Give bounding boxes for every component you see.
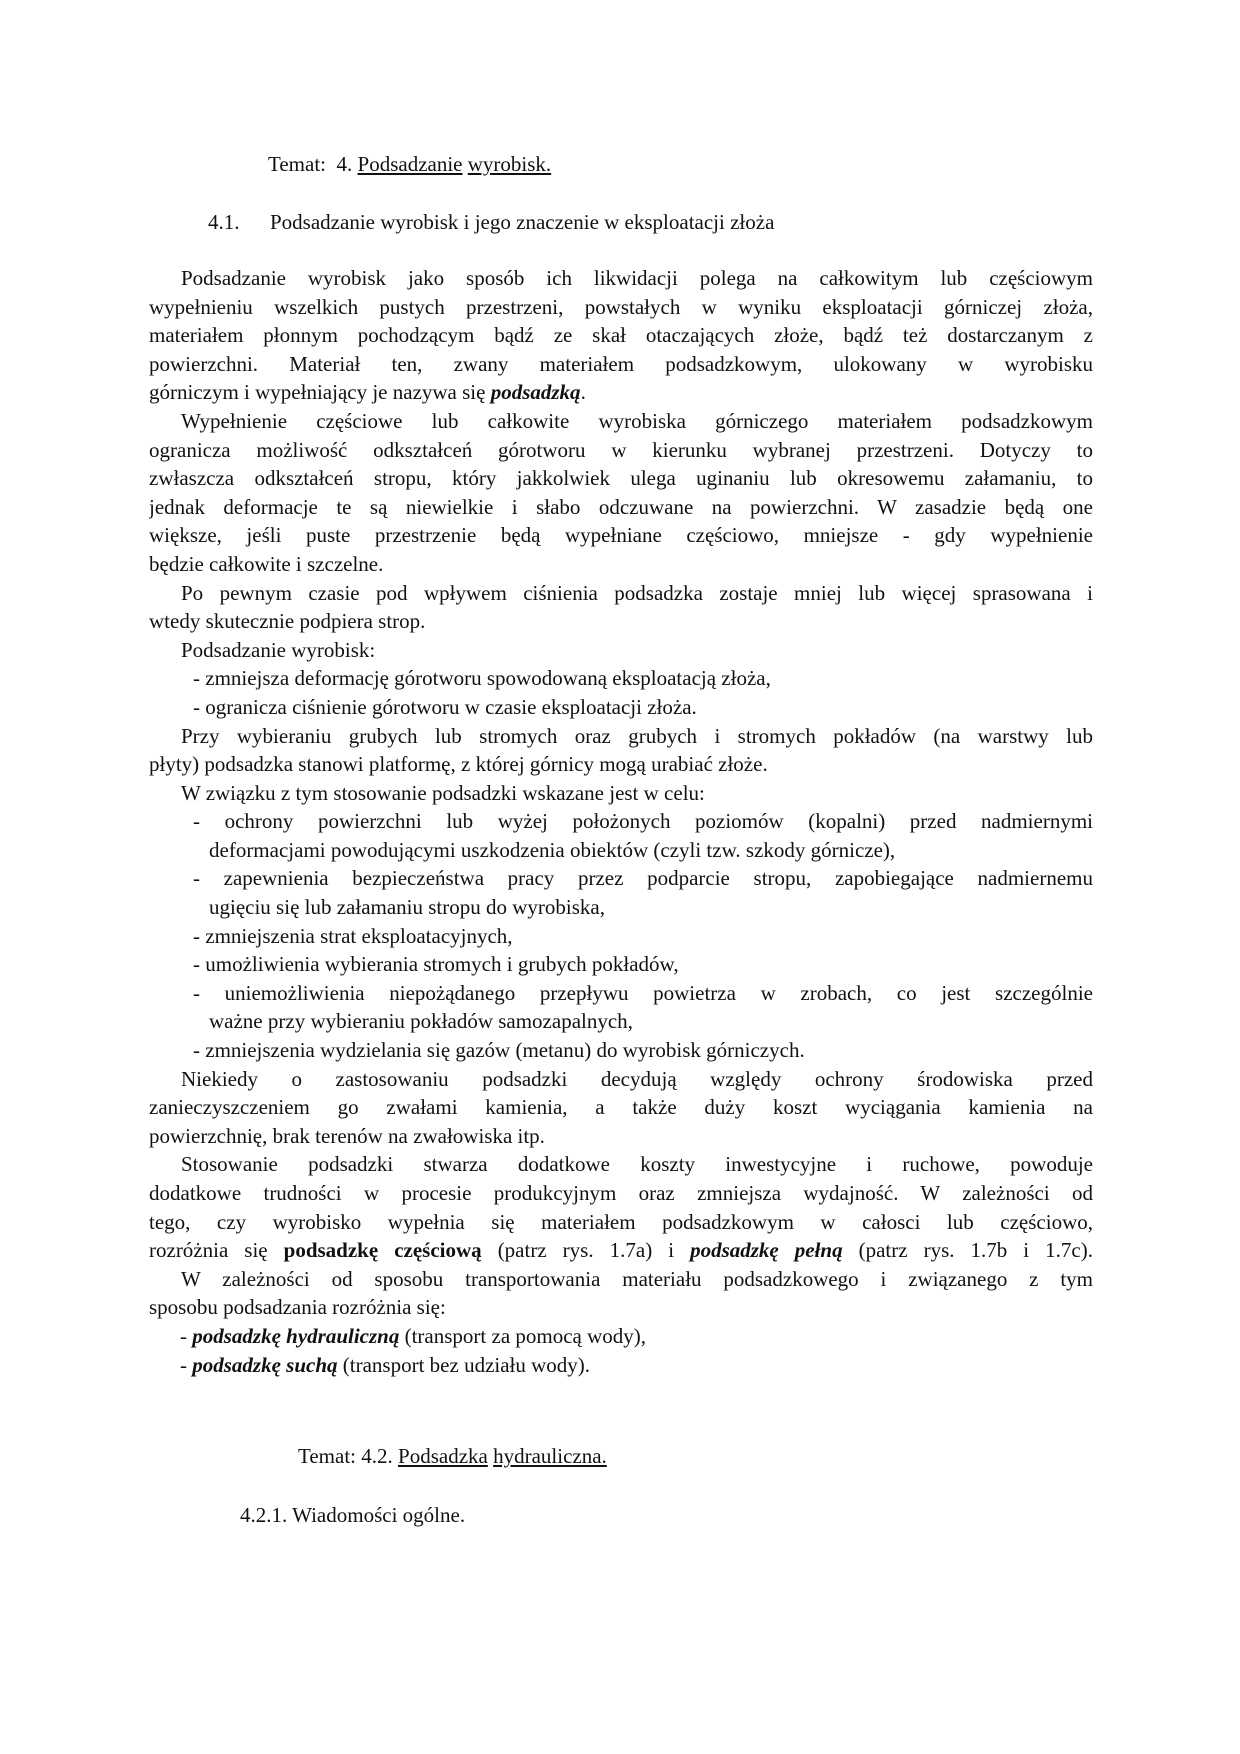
text-line [149, 1179, 1093, 1208]
text-line [149, 693, 1093, 722]
text-line [149, 1065, 1093, 1094]
text-line [149, 1208, 1093, 1237]
section-heading [208, 210, 774, 235]
text-span: - ogranicza ciśnienie górotworu w czasie eksploatacji złoża. [193, 694, 697, 719]
text-span: dodatkowe trudności w procesie produkcyjnym oraz zmniejsza wydajność. W zależności od [149, 1181, 1093, 1205]
text-span: płyty) podsadzka stanowi platformę, z której górnicy mogą urabiać złoże. [149, 752, 768, 777]
text-span: - ochrony powierzchni lub wyżej położonych poziomów (kopalni) przed nadmiernymi [193, 809, 1093, 834]
text-span: (transport bez udziału wody). [337, 1352, 591, 1377]
text-span: górniczym i wypełniający je nazywa się [149, 380, 491, 405]
text-line [149, 264, 1093, 293]
text-line [149, 293, 1093, 322]
text-line [149, 864, 1093, 893]
text-span: - uniemożliwienia niepożądanego przepływu powietrza w zrobach, co jest szczególnie [193, 980, 1093, 1005]
text-span: większe, jeśli puste przestrzenie będą wypełniane częściowo, mniejsze - gdy wypełnienie [149, 523, 1093, 548]
section-number: 4.1. [208, 210, 240, 234]
topic-word-2-2: hydrauliczna. [493, 1444, 607, 1468]
text-span: Podsadzanie wyrobisk: [181, 637, 376, 662]
text-line [149, 350, 1093, 379]
text-span: Niekiedy o zastosowaniu podsadzki decydują względy ochrony środowiska przed [181, 1066, 1093, 1091]
text-line [149, 979, 1093, 1008]
text-span: - [180, 1323, 193, 1348]
text-span: Podsadzanie wyrobisk jako sposób ich likwidacji polega na całkowitym lub częściowym [181, 266, 1093, 290]
text-line [149, 607, 1093, 636]
text-span: ugięciu się lub załamaniu stropu do wyrobiska, [209, 895, 605, 920]
text-line [149, 321, 1093, 350]
text-span: wtedy skutecznie podpiera strop. [149, 609, 426, 634]
text-line [149, 893, 1093, 922]
text-span: sposobu podsadzania rozróżnia się: [149, 1295, 446, 1320]
text-span: Stosowanie podsadzki stwarza dodatkowe koszty inwestycyjne i ruchowe, powoduje [181, 1152, 1093, 1177]
text-span: rozróżnia się [149, 1238, 284, 1263]
text-line [149, 1036, 1093, 1065]
text-span: - zmniejsza deformację górotworu spowodowaną eksploatacją złoża, [193, 666, 771, 691]
emphasized-term: podsadzkę częściową [283, 1238, 482, 1263]
text-span: W zależności od sposobu transportowania materiału podsadzkowego i związanego z tym [181, 1266, 1093, 1291]
text-span: (patrz rys. 1.7b i 1.7c). [842, 1238, 1093, 1263]
text-line [149, 493, 1093, 522]
text-line [149, 807, 1093, 836]
text-line [149, 779, 1093, 808]
text-span: - zapewnienia bezpieczeństwa pracy przez podparcie stropu, zapobiegające nadmiernemu [193, 866, 1093, 891]
text-line [149, 1093, 1093, 1122]
text-line [149, 1322, 1093, 1351]
text-line [149, 579, 1093, 608]
text-line [149, 664, 1093, 693]
text-span: powierzchni. Materiał ten, zwany materiałem podsadzkowym, ulokowany w wyrobisku [149, 351, 1093, 376]
topic-heading [268, 152, 551, 177]
text-line [149, 1007, 1093, 1036]
text-line [149, 521, 1093, 550]
text-line [149, 464, 1093, 493]
text-span: zanieczyszczeniem go zwałami kamienia, a także duży koszt wyciągania kamienia na [149, 1095, 1093, 1120]
text-line [149, 636, 1093, 665]
emphasized-term: podsadzkę hydrauliczną [192, 1323, 400, 1348]
text-line [149, 550, 1093, 579]
text-line [149, 922, 1093, 951]
section-title: Podsadzanie wyrobisk i jego znaczenie w eksploatacji złoża [270, 210, 775, 234]
text-span: Po pewnym czasie pod wpływem ciśnienia podsadzka zostaje mniej lub więcej sprasowana i [181, 580, 1093, 605]
text-span: . [580, 380, 586, 405]
subsection-heading: 4.2.1. Wiadomości ogólne. [240, 1503, 466, 1527]
topic-prefix: Temat: 4. [268, 152, 358, 176]
topic-prefix-2: Temat: 4.2. [298, 1444, 399, 1468]
text-span: (patrz rys. 1.7a) i [481, 1238, 691, 1263]
emphasized-term: podsadzkę pełną [690, 1238, 843, 1263]
topic-word-2: wyrobisk. [467, 152, 552, 176]
text-span: - umożliwienia wybierania stromych i grubych pokładów, [193, 952, 679, 977]
text-line [149, 378, 1093, 407]
text-span: jednak deformacje te są niewielkie i słabo odczuwane na powierzchni. W zasadzie będą one [149, 494, 1093, 519]
emphasized-term: podsadzką [490, 380, 581, 405]
text-span: - zmniejszenia wydzielania się gazów (metanu) do wyrobisk górniczych. [193, 1038, 805, 1063]
text-line [149, 1351, 1093, 1380]
text-span: tego, czy wyrobisko wypełnia się materiałem podsadzkowym w całosci lub częściowo, [149, 1209, 1093, 1234]
text-line [149, 950, 1093, 979]
text-span: Przy wybieraniu grubych lub stromych oraz grubych i stromych pokładów (na warstwy lub [181, 723, 1093, 748]
text-span: - [180, 1352, 193, 1377]
text-span: zwłaszcza odkształceń stropu, który jakkolwiek ulega uginaniu lub okresowemu załamaniu, to [149, 466, 1093, 491]
text-line [149, 722, 1093, 751]
text-line [149, 836, 1093, 865]
text-line [149, 1265, 1093, 1294]
text-span: wypełnieniu wszelkich pustych przestrzeni, powstałych w wyniku eksploatacji górniczej złoża, [149, 294, 1093, 319]
text-span: (transport za pomocą wody), [399, 1323, 647, 1348]
text-line [149, 1150, 1093, 1179]
text-line [149, 1236, 1093, 1265]
document-body [149, 264, 1093, 1379]
text-line [149, 436, 1093, 465]
topic-word-2-1: Podsadzka [398, 1444, 488, 1468]
topic-word-1: Podsadzanie [357, 152, 463, 176]
text-span: będzie całkowite i szczelne. [149, 551, 384, 576]
text-span: ważne przy wybieraniu pokładów samozapalnych, [209, 1009, 633, 1034]
topic-heading-2 [298, 1444, 607, 1469]
text-line [149, 1122, 1093, 1151]
text-span: materiałem płonnym pochodzącym bądź ze skał otaczających złoże, bądź też dostarczanym z [149, 323, 1093, 348]
text-line [149, 1293, 1093, 1322]
text-span: powierzchnię, brak terenów na zwałowiska itp. [149, 1123, 545, 1148]
text-line [149, 407, 1093, 436]
text-line [149, 750, 1093, 779]
text-span: W związku z tym stosowanie podsadzki wskazane jest w celu: [181, 780, 705, 805]
text-span: deformacjami powodującymi uszkodzenia obiektów (czyli tzw. szkody górnicze), [209, 837, 896, 862]
text-span: - zmniejszenia strat eksploatacyjnych, [193, 923, 513, 948]
text-span: ogranicza możliwość odkształceń górotworu w kierunku wybranej przestrzeni. Dotyczy to [149, 437, 1093, 462]
text-span: Wypełnienie częściowe lub całkowite wyrobiska górniczego materiałem podsadzkowym [181, 408, 1093, 433]
emphasized-term: podsadzkę suchą [192, 1352, 338, 1377]
